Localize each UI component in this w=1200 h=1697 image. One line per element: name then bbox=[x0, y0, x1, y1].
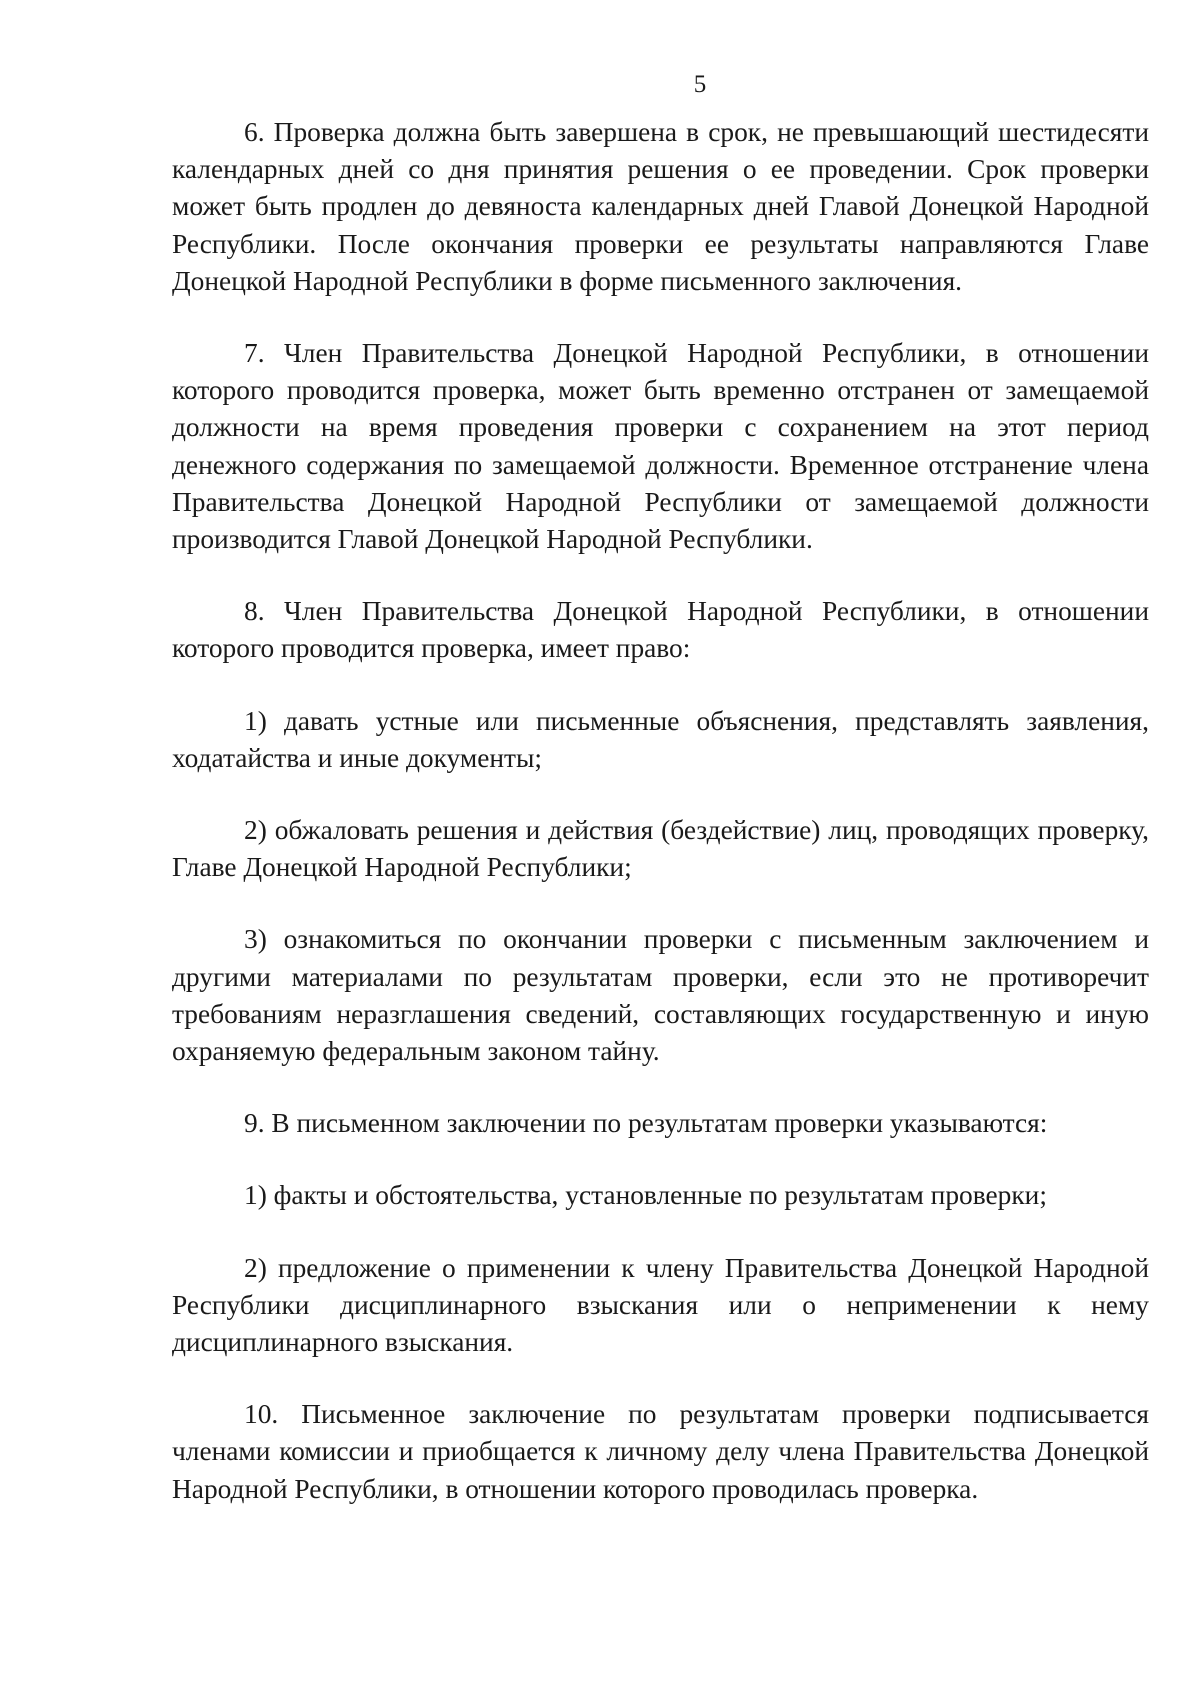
paragraph-9-item-1: 1) факты и обстоятельства, установленные по результатам проверки; bbox=[244, 1180, 1047, 1211]
paragraph-8: 8. Член Правительства Донецкой Народной Республики, в отношении которого проводится проверка, имеет право: bbox=[172, 596, 1149, 664]
paragraph-8-item-2: 2) обжаловать решения и действия (бездействие) лиц, проводящих проверку, Главе Донецкой Народной Республики; bbox=[172, 815, 1149, 883]
paragraph-8-item-3: 3) ознакомиться по окончании проверки с письменным заключением и другими материалами по результатам проверки, если это не противоречит требованиям неразглашения сведений, составляющих государственную и иную охраняемую федеральным законом тайну. bbox=[172, 924, 1149, 1067]
paragraph-9-item-2: 2) предложение о применении к члену Правительства Донецкой Народной Республики дисциплинарного взыскания или о неприменении к нему дисциплинарного взыскания. bbox=[172, 1252, 1149, 1358]
document-body bbox=[172, 114, 1149, 1508]
paragraph-8-item-1: 1) давать устные или письменные объяснения, представлять заявления, ходатайства и иные документы; bbox=[172, 705, 1149, 773]
paragraph-7: 7. Член Правительства Донецкой Народной Республики, в отношении которого проводится проверка, может быть временно отстранен от замещаемой должности на время проведения проверки с сохранением на этот период денежного содержания по замещаемой должности. Временное отстранение члена Правительства Донецкой Народной Республики от замещаемой должности производится Главой Донецкой Народной Республики. bbox=[172, 338, 1149, 555]
paragraph-6: 6. Проверка должна быть завершена в срок, не превышающий шестидесяти календарных дней со дня принятия решения о ее проведении. Срок проверки может быть продлен до девяноста календарных дней Главой Донецкой Народной Республики. После окончания проверки ее результаты направляются Главе Донецкой Народной Республики в форме письменного заключения. bbox=[172, 117, 1149, 296]
paragraph-10: 10. Письменное заключение по результатам проверки подписывается членами комиссии и приобщается к личному делу члена Правительства Донецкой Народной Республики, в отношении которого проводилась проверка. bbox=[172, 1399, 1149, 1504]
page-number: 5 bbox=[693, 71, 707, 98]
paragraph-9: 9. В письменном заключении по результатам проверки указываются: bbox=[244, 1108, 1048, 1139]
